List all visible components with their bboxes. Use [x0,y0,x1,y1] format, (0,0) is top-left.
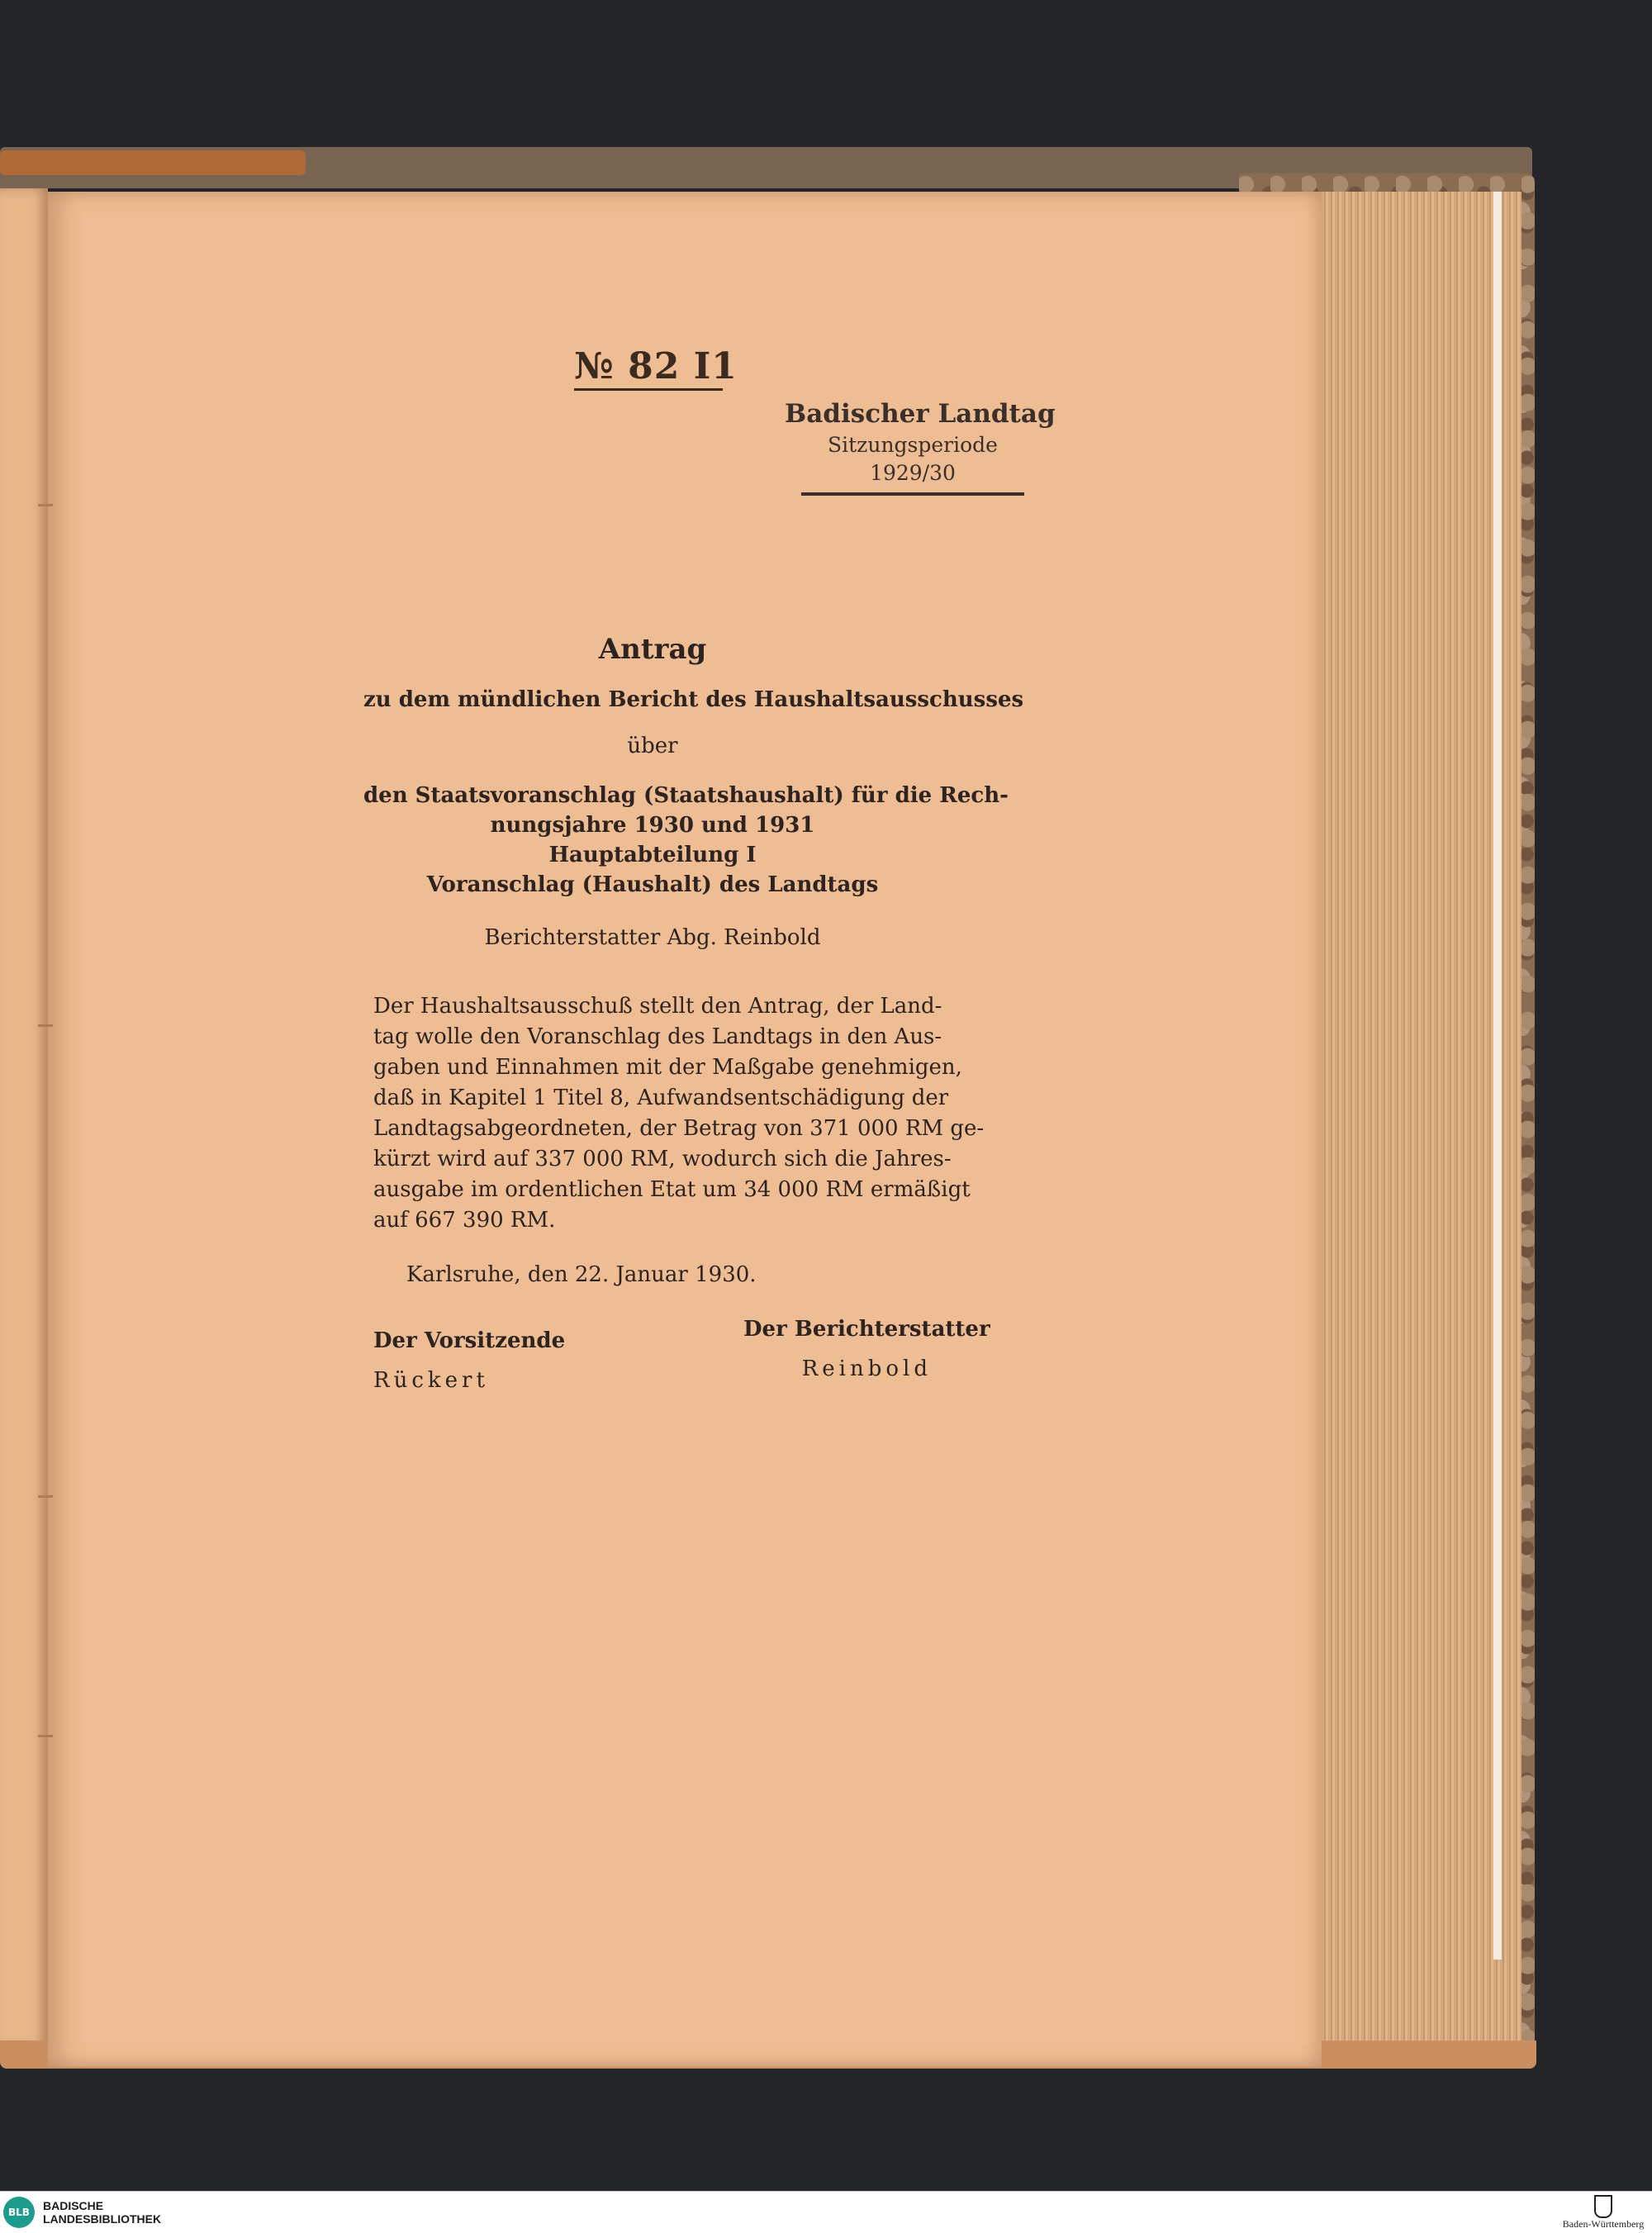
stamp-line-1: Badischer Landtag [785,399,1056,429]
signature-chairman [373,1328,565,1393]
body-paragraph [373,991,985,1236]
signature-role: Der Berichterstatter [743,1317,990,1342]
binding-stitch [38,504,53,506]
heading-line: Voranschlag (Haushalt) des Landtags [426,872,879,897]
heading-line: nungsjahre 1930 und 1931 [490,813,815,838]
page-fore-edge [1313,192,1521,2067]
stamp-rule [801,492,1024,496]
document-title: Antrag [598,633,707,666]
signature-role: Der Vorsitzende [373,1328,566,1353]
signature-reporter [743,1317,990,1381]
coat-of-arms-icon [1594,2195,1612,2218]
document-number: № 82 I1 [574,345,723,391]
signature-name: Rückert [373,1368,489,1393]
body-line: Landtagsabgeordneten, der Betrag von 371 000 RM ge- [373,1116,985,1141]
binding-stitch [38,1735,53,1737]
body-line: ausgabe im ordentlichen Etat um 34 000 RM ermäßigt [373,1177,971,1202]
stamp-line-3: 1929/30 [870,461,956,485]
heading-line: den Staatsvoranschlag (Staatshaushalt) für die Rech- [363,783,1009,808]
region-logo[interactable] [1558,2195,1649,2231]
body-line: daß in Kapitel 1 Titel 8, Aufwandsentschädigung der [373,1086,949,1110]
region-label: Baden-Württemberg [1562,2218,1645,2230]
landtag-stamp [785,397,1056,496]
heading-line: Hauptabteilung I [548,843,757,867]
library-name[interactable] [43,2199,161,2226]
ueber-line: über [627,734,678,758]
binding-stitch [38,1495,53,1498]
place-date: Karlsruhe, den 22. Januar 1930. [406,1262,757,1287]
blb-logo-icon[interactable]: BLB [3,2197,35,2228]
document-subtitle: zu dem mündlichen Bericht des Haushaltsausschusses [363,687,1024,712]
body-line: gaben und Einnahmen mit der Maßgabe genehmigen, [373,1055,962,1080]
viewer-footer [0,2191,1652,2233]
signature-name: Reinbold [801,1356,932,1381]
library-name-line: BADISCHE [43,2199,104,2212]
binding-stitch [38,1024,53,1027]
reporter-line: Berichterstatter Abg. Reinbold [484,925,821,950]
leather-binding [0,150,306,175]
left-page-edge [0,188,48,2047]
endpaper-strip [1493,192,1502,1960]
body-line: Der Haushaltsausschuß stellt den Antrag, der Land- [373,994,942,1019]
body-line: tag wolle den Voranschlag des Landtags in den Aus- [373,1024,942,1049]
body-line: auf 667 390 RM. [373,1208,556,1233]
library-name-line: LANDESBIBLIOTHEK [43,2212,162,2226]
body-line: kürzt wird auf 337 000 RM, wodurch sich die Jahres- [373,1147,952,1171]
stamp-line-2: Sitzungsperiode [828,433,998,457]
